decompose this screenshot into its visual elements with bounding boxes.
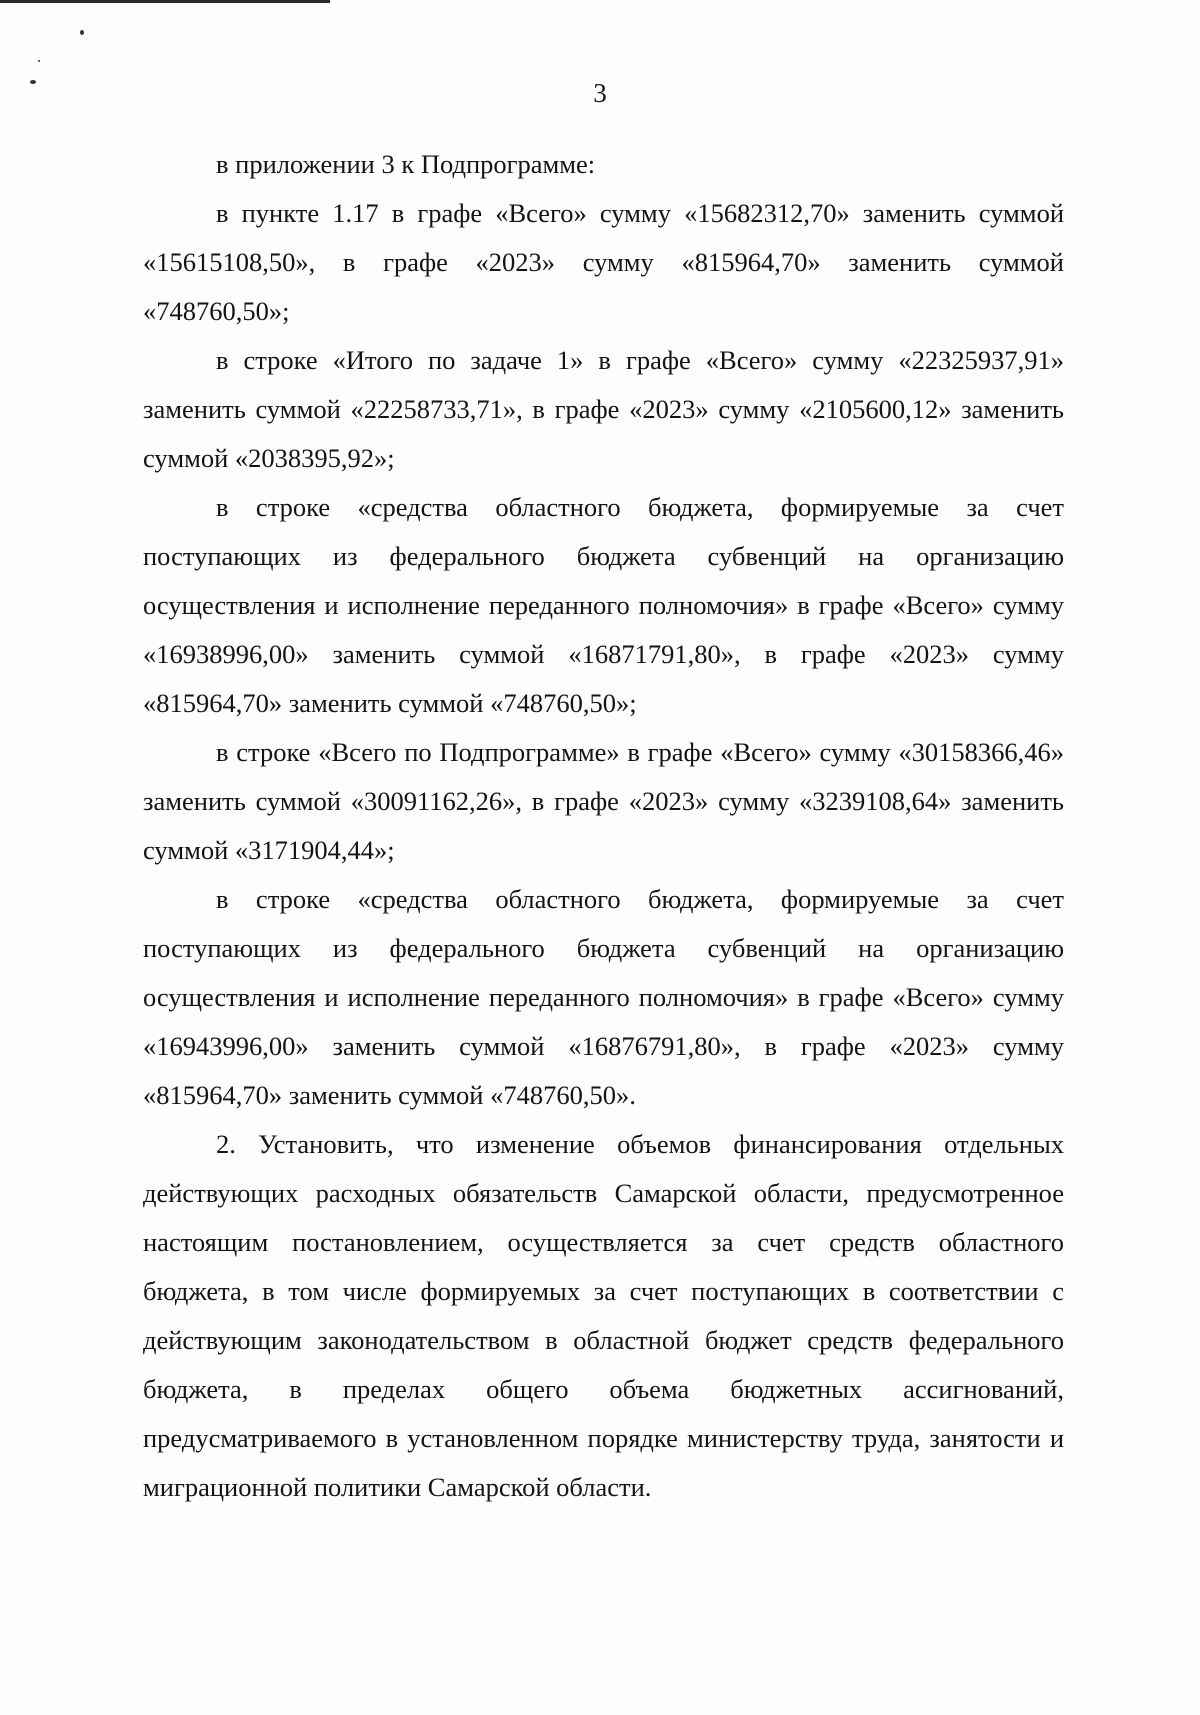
scan-speck — [80, 30, 84, 35]
paragraph-clause-2: 2. Установить, что изменение объемов финансирования отдельных действующих расходных обязательств Самарской области, предусмотренное настоящим постановлением, осуществляется за счет средств областного бюджета, в том числе формируемых за счет поступающих в соответствии с действующим законодательством в областной бюджет средств федерального бюджета, в пределах общего объема бюджетных ассигнований, предусматриваемого в установленном порядке министерству труда, занятости и миграционной политики Самарской области. — [143, 1129, 1064, 1502]
paragraph-item-1-17: в пункте 1.17 в графе «Всего» сумму «15682312,70» заменить суммой «15615108,50», в графе «2023» сумму «815964,70» заменить суммой «748760,50»; — [143, 198, 1064, 326]
paragraph-total-task-1: в строке «Итого по задаче 1» в графе «Всего» сумму «22325937,91» заменить суммой «22258733,71», в графе «2023» сумму «2105600,12» заменить суммой «2038395,92»; — [143, 345, 1064, 473]
scan-speck — [38, 60, 40, 62]
paragraph-intro: в приложении 3 к Подпрограмме: — [216, 149, 596, 179]
paragraph-regional-funds-1: в строке «средства областного бюджета, формируемые за счет поступающих из федерального бюджета субвенций на организацию осуществления и исполнение переданного полномочия» в графе «Всего» сумму «16938996,00» заменить суммой «16871791,80», в графе «2023» сумму «815964,70» заменить суммой «748760,50»; — [143, 492, 1064, 718]
document-body — [143, 140, 1064, 1512]
paragraph-regional-funds-2: в строке «средства областного бюджета, формируемые за счет поступающих из федерального бюджета субвенций на организацию осуществления и исполнение переданного полномочия» в графе «Всего» сумму «16943996,00» заменить суммой «16876791,80», в графе «2023» сумму «815964,70» заменить суммой «748760,50». — [143, 884, 1064, 1110]
paragraph-total-subprogram: в строке «Всего по Подпрограмме» в графе «Всего» сумму «30158366,46» заменить суммой «30091162,26», в графе «2023» сумму «3239108,64» заменить суммой «3171904,44»; — [143, 737, 1064, 865]
page-number: 3 — [593, 78, 607, 108]
scan-top-border — [0, 0, 330, 3]
